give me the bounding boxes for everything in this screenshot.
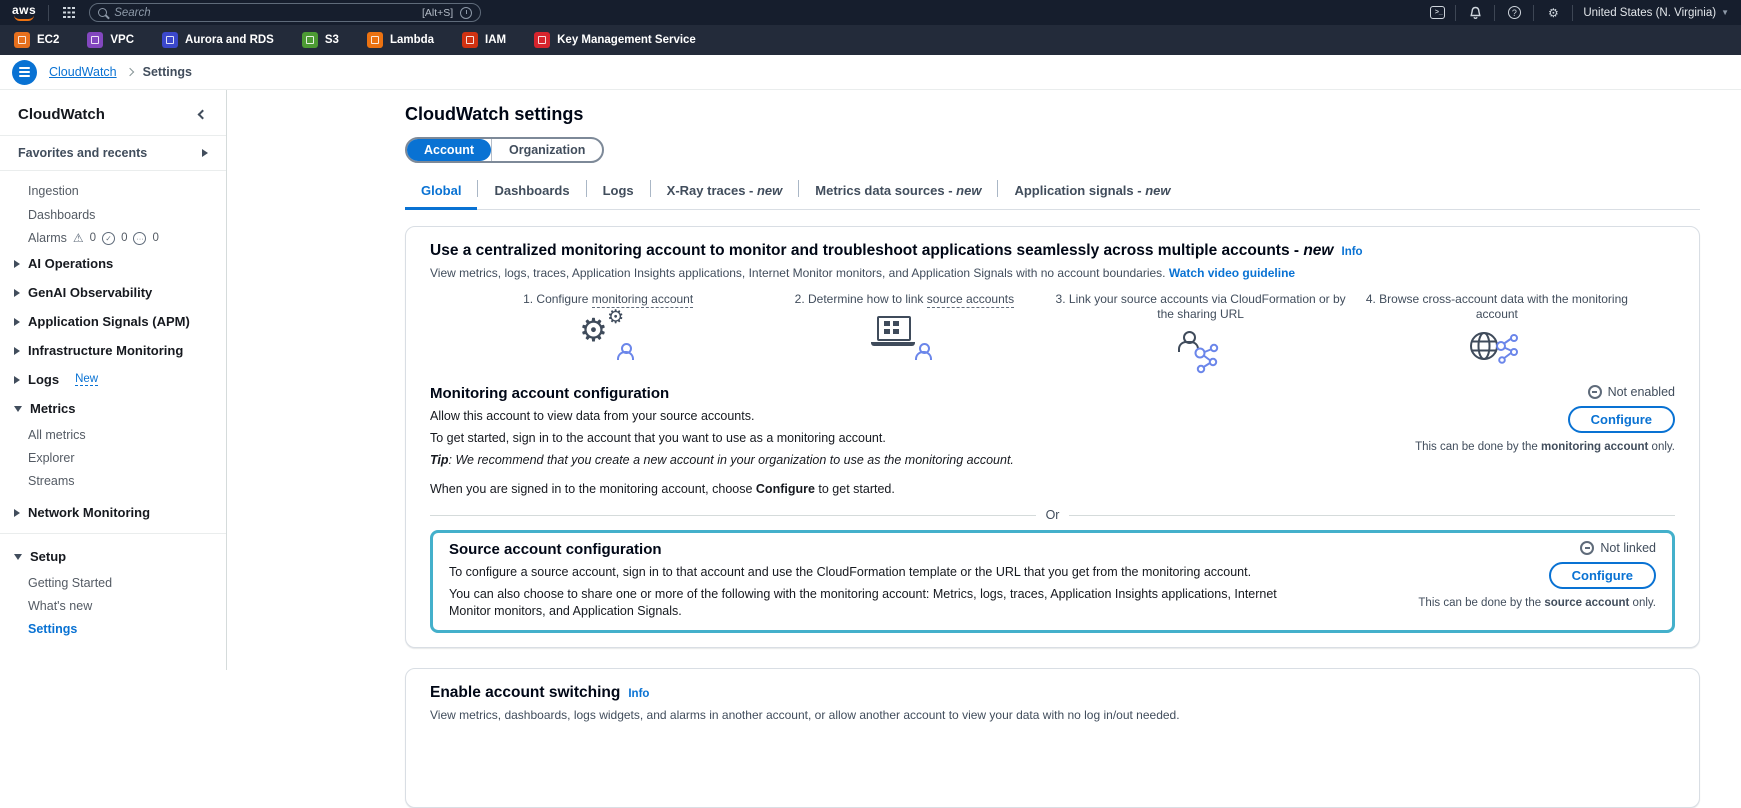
- tab-xray-traces[interactable]: X-Ray traces - new: [666, 183, 783, 198]
- person-network-icon: [1166, 327, 1236, 375]
- monitoring-account-section: [430, 385, 1675, 498]
- or-divider: Or: [430, 508, 1675, 522]
- aws-smile-icon: [14, 15, 34, 21]
- alarm-insufficient-icon: ···: [133, 232, 146, 245]
- region-label: United States (N. Virginia): [1583, 6, 1717, 19]
- help-icon[interactable]: ?: [1508, 6, 1521, 19]
- step-2: 2. Determine how to link source accounts: [756, 292, 1052, 375]
- collapse-sidebar-icon[interactable]: [198, 110, 208, 120]
- section-text: To get started, sign in to the account that you want to use as a monitoring account.: [430, 431, 886, 445]
- divider: [1572, 5, 1573, 21]
- section-text: When you are signed in to the monitoring account, choose Configure to get started.: [430, 482, 895, 496]
- sidebar-item-dashboards[interactable]: Dashboards: [28, 208, 96, 222]
- info-link[interactable]: Info: [628, 688, 650, 700]
- search-placeholder: Search: [114, 6, 151, 19]
- logs-new-badge[interactable]: New: [75, 373, 99, 385]
- divider: [1455, 5, 1456, 21]
- section-text: To configure a source account, sign in to that account and use the CloudFormation template or the URL that you get from the monitoring account.: [449, 565, 1252, 579]
- aurora-rds-icon: [162, 32, 178, 48]
- alarm-count-insufficient: 0: [152, 232, 159, 244]
- top-nav-bar: [0, 0, 1741, 25]
- hamburger-menu-icon[interactable]: [12, 60, 37, 85]
- sidebar-item-streams[interactable]: Streams: [28, 473, 75, 488]
- main-content: [227, 90, 1741, 722]
- chevron-right-icon: [125, 68, 133, 76]
- divider: [1494, 5, 1495, 21]
- tab-logs[interactable]: Logs: [602, 183, 634, 198]
- cloudshell-icon[interactable]: >_: [1430, 6, 1445, 19]
- tab-application-signals[interactable]: Application signals - new: [1014, 183, 1171, 198]
- card-description: View metrics, dashboards, logs widgets, and alarms in another account, or allow another account to view your data with no log in/out needed.: [430, 708, 1180, 722]
- settings-tabs: [405, 175, 1700, 210]
- chevron-right-icon: [14, 347, 20, 355]
- sidebar-section-application-signals[interactable]: Application Signals (APM): [0, 307, 226, 336]
- favorites-bar: [0, 25, 1741, 55]
- tab-global[interactable]: Global: [405, 175, 477, 210]
- breadcrumb: [0, 55, 1741, 90]
- account-switching-card: [405, 668, 1700, 808]
- scope-organization-button[interactable]: Organization: [509, 143, 586, 157]
- not-enabled-icon: [1588, 385, 1602, 399]
- chevron-right-icon: [14, 289, 20, 297]
- caption: This can be done by the monitoring account only.: [1415, 441, 1675, 453]
- not-linked-icon: [1580, 541, 1594, 555]
- ec2-icon: [14, 32, 30, 48]
- sidebar: [0, 90, 227, 670]
- sidebar-item-favorites[interactable]: Favorites and recents: [0, 136, 226, 170]
- source-accounts-term[interactable]: source accounts: [926, 292, 1015, 306]
- search-icon: [98, 8, 107, 17]
- sidebar-section-network-monitoring[interactable]: Network Monitoring: [0, 498, 226, 527]
- sidebar-section-ai-operations[interactable]: AI Operations: [0, 249, 226, 278]
- sidebar-item-whats-new[interactable]: What's new: [28, 598, 93, 613]
- shortcut-iam[interactable]: IAM: [462, 32, 506, 48]
- watch-video-link[interactable]: Watch video guideline: [1168, 266, 1296, 280]
- centralized-monitoring-card: [405, 226, 1700, 648]
- status-badge: Not enabled: [1588, 385, 1675, 399]
- search-input[interactable]: [89, 3, 481, 22]
- sidebar-item-getting-started[interactable]: Getting Started: [28, 575, 113, 590]
- settings-gear-icon[interactable]: ⚙: [1547, 5, 1559, 20]
- search-shortcut: [Alt+S]: [421, 6, 454, 19]
- shortcut-aurora-rds[interactable]: Aurora and RDS: [162, 32, 274, 48]
- sidebar-section-setup[interactable]: Setup: [0, 542, 226, 571]
- monitoring-account-term[interactable]: monitoring account: [591, 292, 694, 306]
- sidebar-item-ingestion[interactable]: Ingestion: [28, 184, 79, 198]
- section-heading: Monitoring account configuration: [430, 385, 670, 402]
- sidebar-item-alarms[interactable]: Alarms ⚠ 0 ✓ 0 ··· 0: [28, 231, 159, 245]
- tab-metrics-data-sources[interactable]: Metrics data sources - new: [815, 183, 982, 198]
- sidebar-section-metrics[interactable]: Metrics: [0, 394, 226, 423]
- caption: This can be done by the source account only.: [1418, 597, 1656, 609]
- sidebar-section-logs[interactable]: Logs New: [0, 365, 226, 394]
- iam-icon: [462, 32, 478, 48]
- chevron-right-icon: [14, 376, 20, 384]
- sidebar-item-settings[interactable]: Settings: [28, 621, 78, 636]
- sidebar-item-all-metrics[interactable]: All metrics: [28, 427, 86, 442]
- shortcut-ec2[interactable]: EC2: [14, 32, 59, 48]
- step-1: 1. Configure monitoring account ⚙ ⚙: [460, 292, 756, 375]
- section-text: Allow this account to view data from your source accounts.: [430, 409, 755, 423]
- chevron-down-icon: ▼: [1721, 8, 1729, 17]
- kms-icon: [534, 32, 550, 48]
- globe-network-icon: [1462, 327, 1532, 375]
- divider: [48, 5, 49, 21]
- sidebar-section-genai-observability[interactable]: GenAI Observability: [0, 278, 226, 307]
- search-history-icon[interactable]: [460, 7, 472, 19]
- sidebar-item-explorer[interactable]: Explorer: [28, 450, 75, 465]
- chevron-right-icon: [14, 318, 20, 326]
- setup-steps: [460, 292, 1645, 375]
- source-account-highlight-box: [430, 530, 1675, 633]
- section-text: You can also choose to share one or more of the following with the monitoring account: Metrics, logs, traces, Application Insights applications, Internet Monitor monitors, and Application Signals.: [449, 587, 1277, 618]
- chevron-right-icon: [202, 149, 208, 157]
- alarm-warning-icon: ⚠: [72, 231, 84, 245]
- chevron-right-icon: [14, 509, 20, 517]
- laptop-person-icon: [869, 312, 939, 360]
- tip-text: Tip: We recommend that you create a new account in your organization to use as the monitoring account.: [430, 453, 1014, 467]
- notifications-bell-icon[interactable]: [1466, 5, 1484, 21]
- card-title: Use a centralized monitoring account to monitor and troubleshoot applications seamlessly across multiple accounts - new Info: [430, 242, 1363, 259]
- aws-logo[interactable]: [12, 2, 37, 21]
- scope-account-button[interactable]: Account: [407, 139, 491, 161]
- breadcrumb-settings: Settings: [142, 65, 192, 79]
- alarm-count-inalarm: 0: [89, 232, 97, 244]
- configure-source-button[interactable]: Configure: [1549, 562, 1656, 589]
- shortcut-vpc[interactable]: VPC: [87, 32, 134, 48]
- configure-monitoring-button[interactable]: Configure: [1568, 406, 1675, 433]
- step-3: 3. Link your source accounts via CloudFormation or by the sharing URL: [1053, 292, 1349, 375]
- sidebar-section-infrastructure-monitoring[interactable]: Infrastructure Monitoring: [0, 336, 226, 365]
- scope-toggle: [405, 137, 604, 163]
- shortcut-s3[interactable]: S3: [302, 32, 339, 48]
- aws-logo-text: aws: [12, 2, 37, 17]
- tab-dashboards[interactable]: Dashboards: [494, 183, 570, 198]
- shortcut-kms[interactable]: Key Management Service: [534, 32, 696, 48]
- alarm-count-ok: 0: [121, 232, 128, 244]
- gears-person-icon: ⚙ ⚙: [573, 312, 643, 360]
- chevron-right-icon: [14, 260, 20, 268]
- section-heading: Source account configuration: [449, 541, 662, 558]
- info-link[interactable]: Info: [1341, 246, 1363, 258]
- step-4: 4. Browse cross-account data with the monitoring account: [1349, 292, 1645, 375]
- sidebar-title: CloudWatch: [18, 106, 105, 123]
- breadcrumb-cloudwatch[interactable]: CloudWatch: [49, 65, 117, 79]
- chevron-down-icon: [14, 554, 22, 560]
- chevron-down-icon: [14, 406, 22, 412]
- page-title: CloudWatch settings: [405, 104, 584, 124]
- services-menu-icon[interactable]: [63, 7, 75, 19]
- status-badge: Not linked: [1580, 541, 1656, 555]
- alarm-ok-icon: ✓: [102, 232, 115, 245]
- card-title: Enable account switching Info: [430, 684, 650, 701]
- divider: [1533, 5, 1534, 21]
- s3-icon: [302, 32, 318, 48]
- shortcut-lambda[interactable]: Lambda: [367, 32, 434, 48]
- card-description: View metrics, logs, traces, Application Insights applications, Internet Monitor monitors, and Application Signals with no account boundaries. Watch video guideline: [430, 266, 1296, 280]
- vpc-icon: [87, 32, 103, 48]
- lambda-icon: [367, 32, 383, 48]
- region-selector[interactable]: [1583, 7, 1729, 19]
